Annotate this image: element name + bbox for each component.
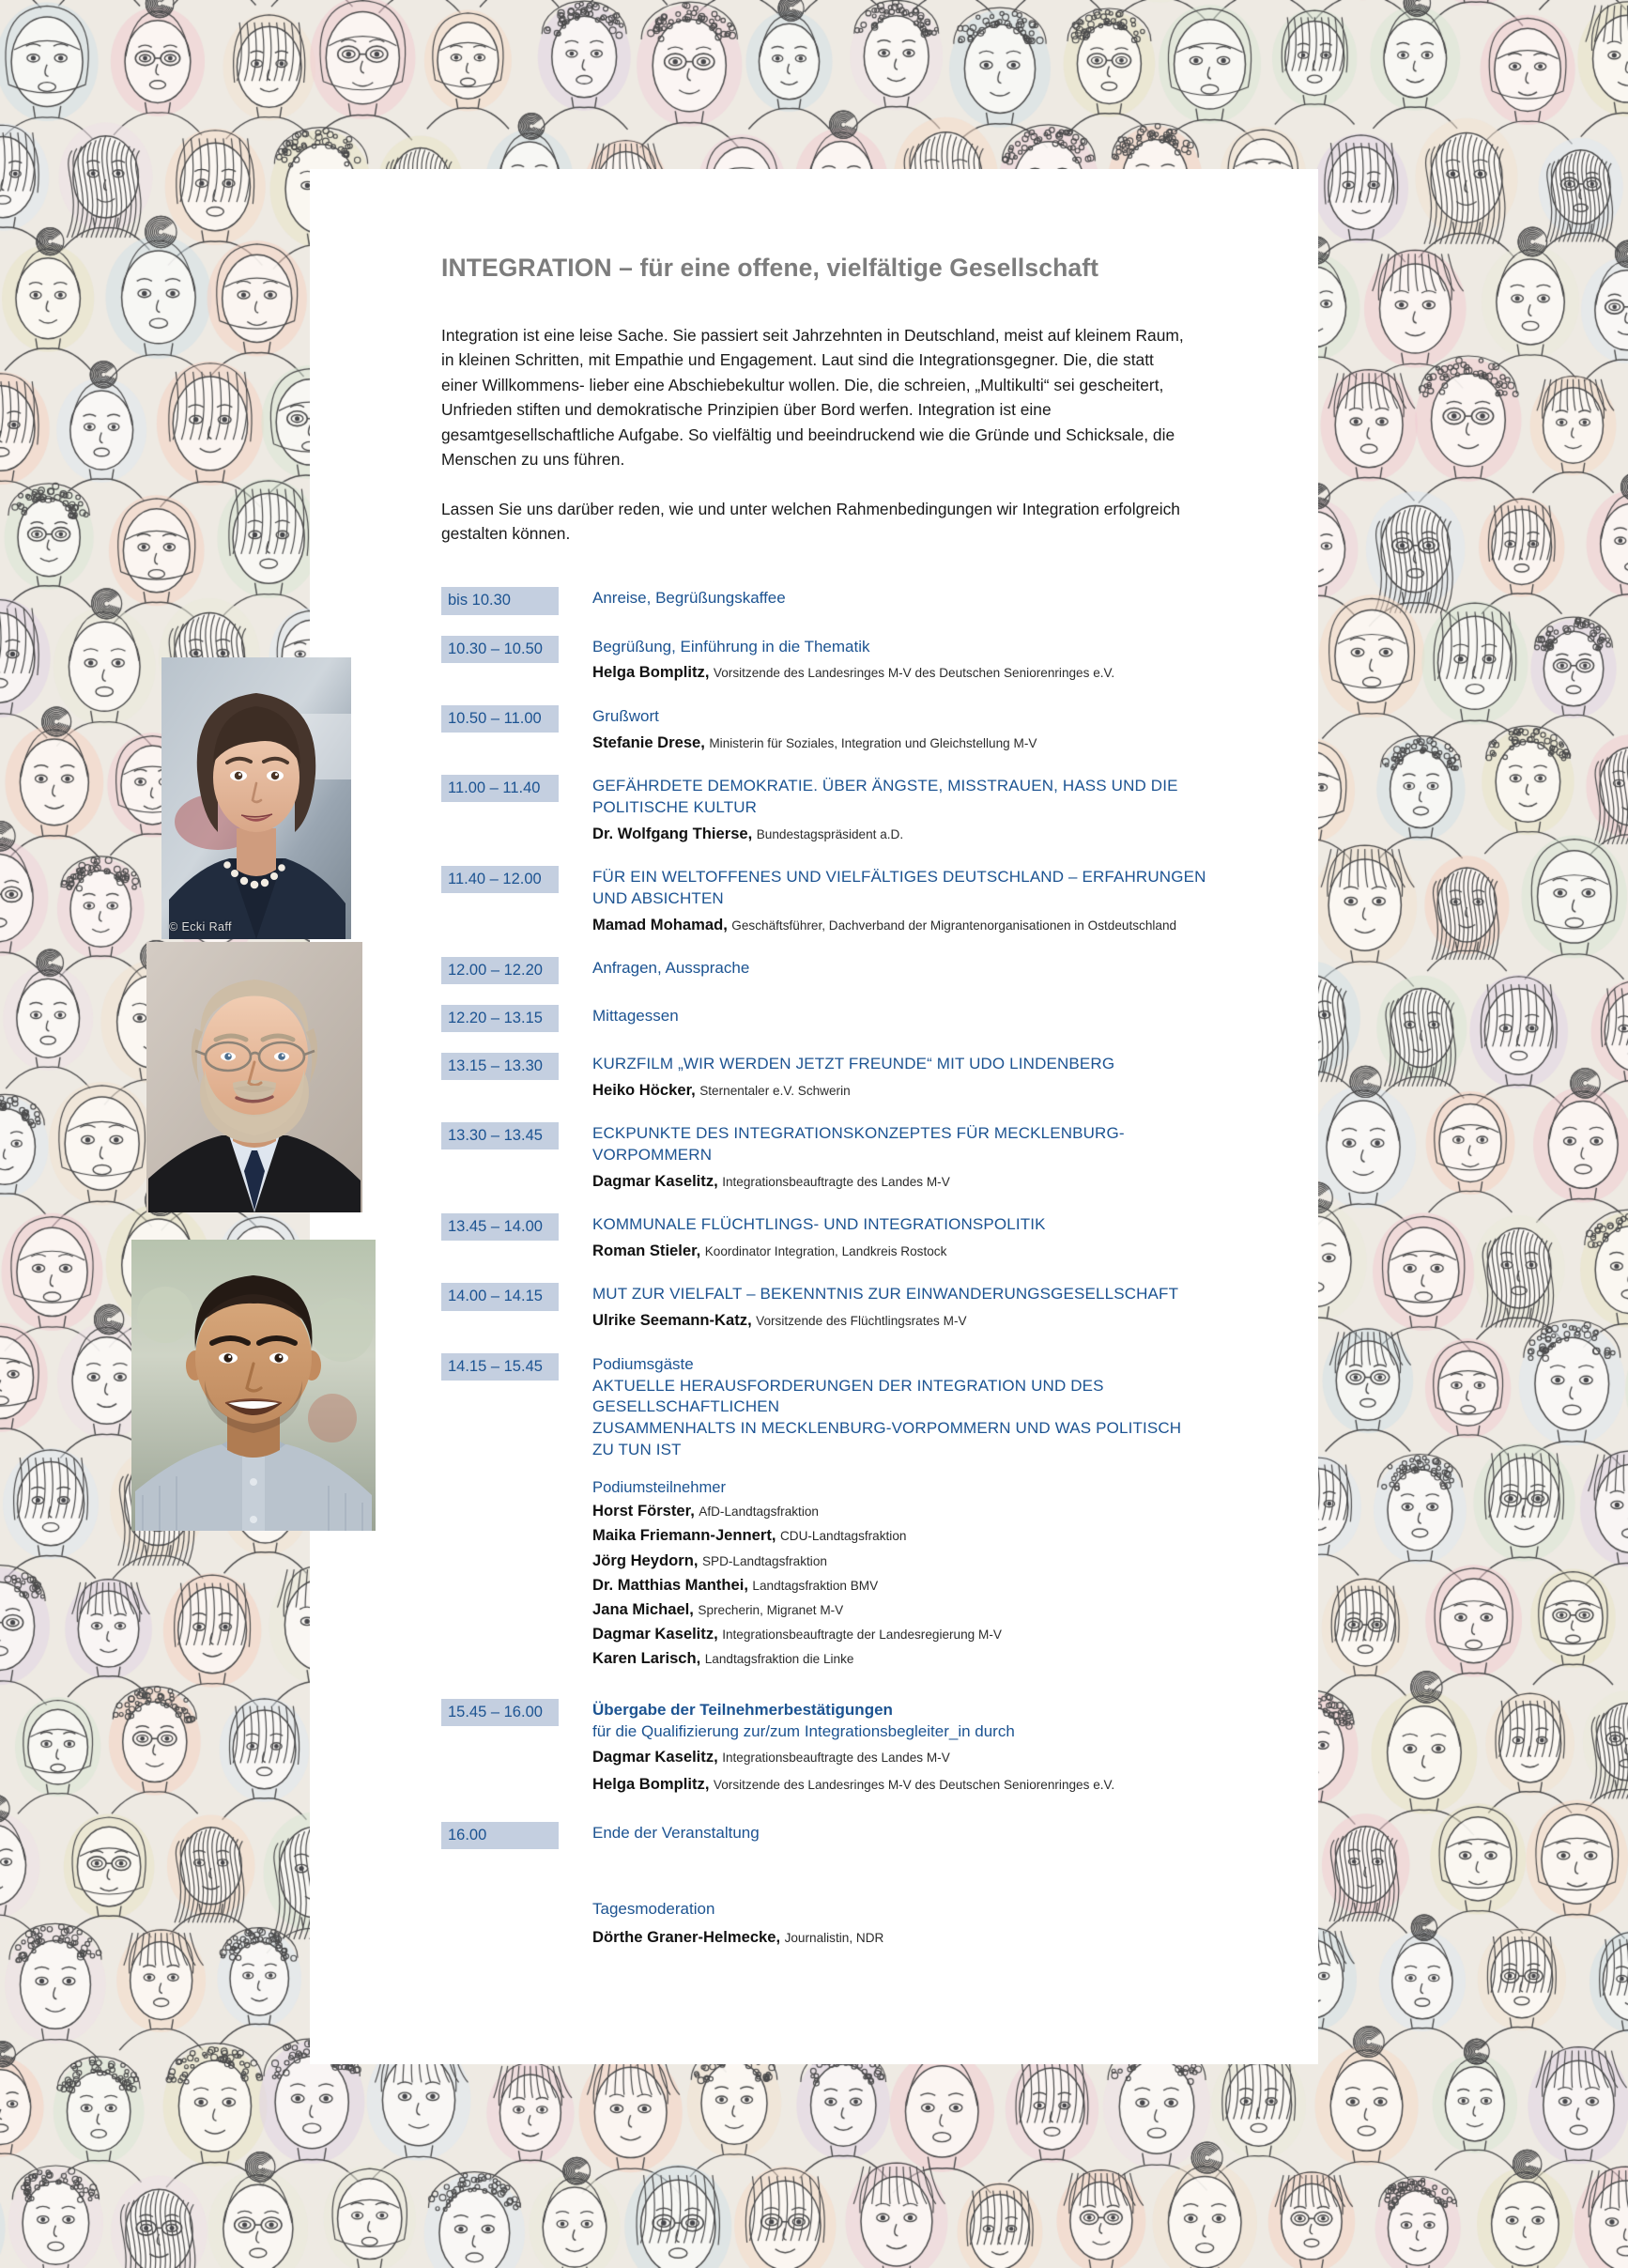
agenda-row xyxy=(441,957,1207,984)
participant-role: Landtagsfraktion die Linke xyxy=(704,1652,854,1667)
agenda-title: ECKPUNKTE DES INTEGRATIONSKONZEPTES FÜR MECKLENBURG-VORPOMMERN xyxy=(592,1124,1125,1165)
participant-role: Integrationsbeauftragte der Landesregierung M-V xyxy=(722,1628,1002,1643)
participant-name: Horst Förster, xyxy=(592,1502,695,1520)
agenda-row xyxy=(441,1122,1207,1193)
portrait-mamad-mohamad xyxy=(131,1240,376,1531)
list-item xyxy=(592,1524,1207,1547)
participant-role: Sprecherin, Migranet M-V xyxy=(698,1603,844,1617)
speaker-role: Geschäftsführer, Dachverband der Migrantenorganisationen in Ostdeutschland xyxy=(731,918,1177,933)
participant-name: Dagmar Kaselitz, xyxy=(592,1625,718,1643)
participant-name: Maika Friemann-Jennert, xyxy=(592,1526,776,1545)
agenda-row xyxy=(441,1213,1207,1262)
agenda-speaker xyxy=(592,661,1207,684)
agenda-time: bis 10.30 xyxy=(441,587,559,614)
speaker-role: Integrationsbeauftragte des Landes M-V xyxy=(722,1175,950,1190)
photo-credit: © Ecki Raff xyxy=(169,920,232,933)
participants-heading: Podiumsteilnehmer xyxy=(592,1478,727,1497)
participant-name: Jörg Heydorn, xyxy=(592,1551,699,1569)
agenda-speaker xyxy=(592,914,1207,936)
agenda-list xyxy=(441,587,1207,1949)
panel-time: 14.15 – 15.45 xyxy=(441,1353,559,1381)
participants-list xyxy=(592,1500,1207,1670)
agenda-speaker xyxy=(592,1309,1207,1332)
moderation-row xyxy=(441,1898,1207,1949)
closing-title: Ende der Veranstaltung xyxy=(592,1823,760,1842)
participant-role: CDU-Landtagsfraktion xyxy=(779,1529,907,1544)
moderator-name: Dörthe Graner-Helmecke, xyxy=(592,1927,781,1946)
handover-title: Übergabe der Teilnehmerbestätigungen xyxy=(592,1700,893,1719)
list-item xyxy=(592,1550,1207,1572)
closing-row xyxy=(441,1822,1207,1849)
closing-time: 16.00 xyxy=(441,1822,559,1849)
agenda-time: 13.30 – 13.45 xyxy=(441,1122,559,1149)
agenda-title: FÜR EIN WELTOFFENES UND VIELFÄLTIGES DEUTSCHLAND – ERFAHRUNGEN UND ABSICHTEN xyxy=(592,867,1206,907)
list-item xyxy=(592,1500,1207,1522)
participant-name: Karen Larisch, xyxy=(592,1649,701,1668)
panel-topic-line-2: ZUSAMMENHALTS IN MECKLENBURG-VORPOMMERN UND WAS POLITISCH ZU TUN IST xyxy=(592,1419,1182,1459)
list-item xyxy=(592,1647,1207,1670)
panel-label: Podiumsgäste xyxy=(592,1354,694,1373)
agenda-row xyxy=(441,636,1207,685)
intro-paragraph-2: Lassen Sie uns darüber reden, wie und unter welchen Rahmenbedingungen wir Integration erfolgreich gestalten können. xyxy=(441,499,1180,543)
agenda-title: Anfragen, Aussprache xyxy=(592,958,750,977)
speaker-name: Ulrike Seemann-Katz, xyxy=(592,1311,752,1330)
agenda-title: MUT ZUR VIELFALT – BEKENNTNIS ZUR EINWANDERUNGSGESELLSCHAFT xyxy=(592,1285,1179,1304)
moderator xyxy=(592,1926,1207,1949)
agenda-time: 12.00 – 12.20 xyxy=(441,957,559,984)
agenda-row xyxy=(441,1283,1207,1332)
list-item xyxy=(592,1623,1207,1645)
agenda-row xyxy=(441,775,1207,845)
panel-discussion-row xyxy=(441,1353,1207,1671)
speaker-role: Bundestagspräsident a.D. xyxy=(756,826,904,841)
moderation-time-placeholder xyxy=(441,1898,559,1905)
agenda-time: 13.45 – 14.00 xyxy=(441,1213,559,1241)
agenda-title: KOMMUNALE FLÜCHTLINGS- UND INTEGRATIONSPOLITIK xyxy=(592,1215,1046,1234)
speaker-name: Helga Bomplitz, xyxy=(592,1774,710,1793)
intro-paragraph-1: Integration ist eine leise Sache. Sie passiert seit Jahrzehnten in Deutschland, meist auf kleinem Raum, in kleinen Schritten, mit Empathie und Engagement. Laut sind die Integrationsgegner. Die, die statt einer Willkommens- lieber eine Abschiebekultur wollen. Die, die schreien, „Multikulti“ sei gescheitert, Unfrieden stiften und demokratische Prinzipien über Bord werfen. Integration ist eine gesamtgesellschaftliche Aufgabe. So vielfältig und beeindruckend wie die Gründe und Schicksale, die Menschen zu uns führen. xyxy=(441,325,1184,470)
handover-subtitle: für die Qualifizierung zur/zum Integrationsbegleiter_in durch xyxy=(592,1721,1015,1740)
speaker-role: Ministerin für Soziales, Integration und Gleichstellung M-V xyxy=(709,735,1037,750)
participant-name: Dr. Matthias Manthei, xyxy=(592,1575,748,1594)
handover-row xyxy=(441,1699,1207,1796)
speaker-role: Vorsitzende des Flüchtlingsrates M-V xyxy=(756,1314,967,1329)
agenda-speaker xyxy=(592,823,1207,845)
agenda-row xyxy=(441,587,1207,614)
agenda-time: 10.30 – 10.50 xyxy=(441,636,559,663)
agenda-title: Begrüßung, Einführung in die Thematik xyxy=(592,637,870,656)
speaker-name: Helga Bomplitz, xyxy=(592,663,710,682)
speaker-role: Integrationsbeauftragte des Landes M-V xyxy=(722,1751,950,1766)
speaker-name: Mamad Mohamad, xyxy=(592,915,728,933)
agenda-speaker xyxy=(592,732,1207,754)
programme-card xyxy=(310,169,1318,2064)
handover-speaker xyxy=(592,1746,1207,1768)
agenda-title: Mittagessen xyxy=(592,1007,679,1026)
speaker-name: Roman Stieler, xyxy=(592,1242,701,1260)
agenda-time: 12.20 – 13.15 xyxy=(441,1005,559,1032)
agenda-title: KURZFILM „WIR WERDEN JETZT FREUNDE“ MIT UDO LINDENBERG xyxy=(592,1055,1115,1073)
speaker-name: Heiko Höcker, xyxy=(592,1081,696,1100)
agenda-time: 14.00 – 14.15 xyxy=(441,1283,559,1310)
participant-role: Landtagsfraktion BMV xyxy=(752,1578,879,1593)
agenda-speaker xyxy=(592,1240,1207,1262)
agenda-speaker xyxy=(592,1079,1207,1102)
agenda-speaker xyxy=(592,1170,1207,1193)
agenda-title: GEFÄHRDETE DEMOKRATIE. ÜBER ÄNGSTE, MISSTRAUEN, HASS UND DIE POLITISCHE KULTUR xyxy=(592,776,1178,816)
handover-time: 15.45 – 16.00 xyxy=(441,1699,559,1726)
speaker-role: Vorsitzende des Landesringes M-V des Deutschen Seniorenringes e.V. xyxy=(713,1777,1115,1792)
list-item xyxy=(592,1598,1207,1621)
agenda-time: 10.50 – 11.00 xyxy=(441,705,559,733)
agenda-time: 11.00 – 11.40 xyxy=(441,775,559,802)
moderator-role: Journalistin, NDR xyxy=(784,1930,884,1945)
speaker-name: Dr. Wolfgang Thierse, xyxy=(592,824,753,842)
speaker-name: Stefanie Drese, xyxy=(592,733,705,751)
participant-name: Jana Michael, xyxy=(592,1600,694,1618)
agenda-row xyxy=(441,705,1207,754)
agenda-time: 13.15 – 13.30 xyxy=(441,1053,559,1080)
speaker-role: Koordinator Integration, Landkreis Rostock xyxy=(704,1244,947,1259)
panel-topic-line-1: AKTUELLE HERAUSFORDERUNGEN DER INTEGRATION UND DES GESELLSCHAFTLICHEN xyxy=(592,1376,1104,1416)
agenda-row xyxy=(441,1053,1207,1102)
participant-role: SPD-Landtagsfraktion xyxy=(701,1553,827,1568)
agenda-title: Grußwort xyxy=(592,706,659,725)
portrait-wolfgang-thierse xyxy=(146,942,362,1212)
speaker-role: Sternentaler e.V. Schwerin xyxy=(699,1084,851,1099)
portrait-helga-bomplitz xyxy=(161,657,351,939)
agenda-title: Anreise, Begrüßungskaffee xyxy=(592,589,786,608)
speaker-name: Dagmar Kaselitz, xyxy=(592,1748,718,1767)
moderation-heading: Tagesmoderation xyxy=(592,1899,715,1918)
agenda-time: 11.40 – 12.00 xyxy=(441,866,559,893)
participant-role: AfD-Landtagsfraktion xyxy=(699,1504,819,1520)
list-item xyxy=(592,1574,1207,1597)
agenda-row xyxy=(441,1005,1207,1032)
agenda-row xyxy=(441,866,1207,936)
page-title: INTEGRATION – für eine offene, vielfältige Gesellschaft xyxy=(441,254,1099,282)
speaker-name: Dagmar Kaselitz, xyxy=(592,1172,718,1191)
speaker-role: Vorsitzende des Landesringes M-V des Deutschen Seniorenringes e.V. xyxy=(713,666,1115,681)
handover-speaker xyxy=(592,1773,1207,1796)
